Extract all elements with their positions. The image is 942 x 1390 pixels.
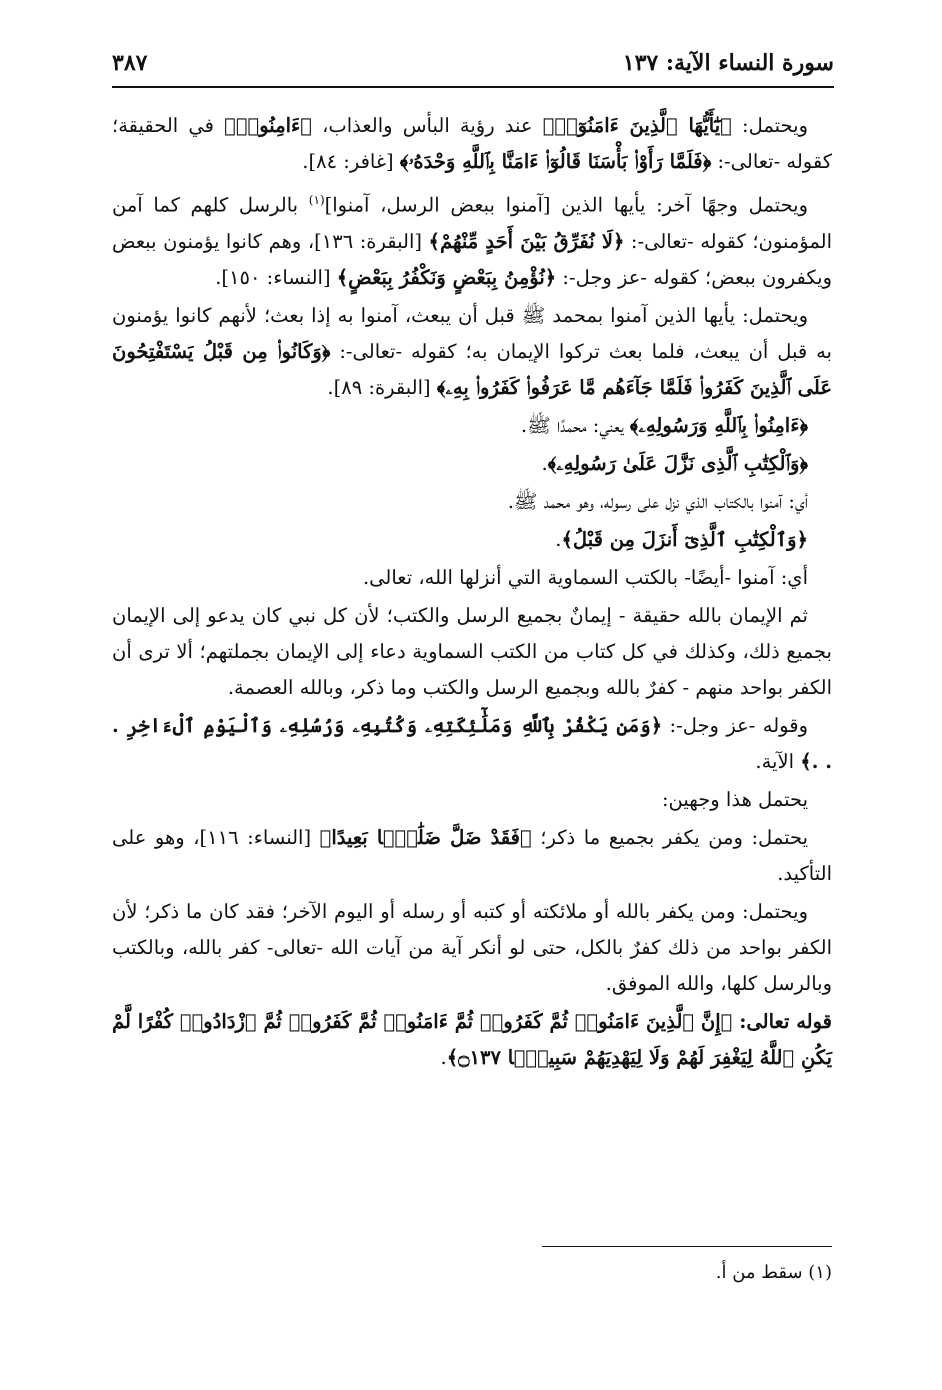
text-run: وقوله -عز وجل-: — [662, 713, 808, 737]
quran-verse: ﴿لَا نُفَرِّقُ بَيْنَ أَحَدٍ مِّنْهُمْ﴾ — [428, 229, 625, 253]
paragraph-p9 — [112, 598, 832, 706]
quran-verse: ﴿نُؤْمِنُ بِبَعْضٍ وَنَكْفُرُ بِبَعْضٍ﴾ — [336, 265, 557, 289]
footnote-separator — [542, 1246, 832, 1247]
paragraph-p13 — [112, 894, 832, 1002]
paragraph-p5 — [112, 446, 832, 482]
paragraph-p12 — [112, 820, 832, 892]
paragraph-p6 — [112, 484, 832, 520]
quran-verse: ﴿فَقَدْ ضَلَّ ضَلَٰلًۢا بَعِيدًا﴾ — [319, 825, 532, 849]
paragraph-p2 — [112, 182, 832, 296]
quran-verse: ﴿ءَامِنُوا۟ بِٱللَّهِ وَرَسُولِهِۦ﴾ — [629, 413, 808, 437]
text-run: الآية. — [755, 749, 801, 773]
text-run: [النساء: ١١٦]، وهو على التأكيد. — [112, 825, 832, 885]
text-run: يحتمل: ومن يكفر بجميع ما ذكر؛ — [531, 825, 808, 849]
quran-verse: ﴿وَٱلْكِتَٰبِ ٱلَّذِىٓ أَنزَلَ مِن قَبْلُ﴾ — [561, 527, 808, 551]
text-run: بالرسل كلهم كما آمن المؤمنون؛ كقوله -تعالى-: — [112, 193, 832, 253]
text-run: يعني: محمدًا ﷺ. — [520, 413, 630, 437]
text-run: . — [541, 451, 548, 475]
running-title: سورة النساء الآية: ١٣٧ — [622, 50, 834, 76]
text-run: أي: آمنوا بالكتاب الذي نزل على رسوله، وهو محمد ﷺ. — [507, 489, 808, 513]
page-header — [112, 46, 834, 88]
page-number: ٣٨٧ — [112, 50, 148, 76]
paragraph-p10 — [112, 708, 832, 780]
paragraph-p11 — [112, 782, 832, 818]
text-run: عند رؤية البأس والعذاب، — [311, 114, 543, 137]
quran-verse: ﴿وَمَن يَكْفُرْ بِٱللَّهِ وَمَلَٰٓئِكَتِهِۦ وَكُتُبِهِۦ وَرُسُلِهِۦ وَٱلْيَوْمِ ٱلْءَاخِرِ . . .﴾ — [112, 713, 832, 773]
quran-verse: ﴿إِنَّ ٱلَّذِينَ ءَامَنُوا۟ ثُمَّ كَفَرُوا۟ ثُمَّ ءَامَنُوا۟ ثُمَّ كَفَرُوا۟ ثُمَّ ٱزْدَادُوا۟ كُفْرًا لَّمْ يَكُنِ ٱللَّهُ لِيَغْفِرَ لَهُمْ وَلَا لِيَهْدِيَهُمْ سَبِيلًۢا ۝١٣٧﴾ — [112, 1009, 832, 1069]
text-run: ويحتمل: ومن يكفر بالله أو ملائكته أو كتبه أو رسله أو اليوم الآخر؛ فقد كان ما ذكر؛ لأن الكفر بواحد من ذلك كفرٌ بالكل، حتى لو أنكر آية من آيات الله -تعالى- كفر بالله، وبالكتب وبالرسل كلها، والله الموفق. — [112, 899, 832, 995]
quran-verse: ﴿فَلَمَّا رَأَوْا۟ بَأْسَنَا قَالُوٓا۟ ءَامَنَّا بِٱللَّهِ وَحْدَهُۥ﴾ — [399, 150, 712, 173]
footnote: (١) سقط من أ. — [715, 1262, 832, 1283]
text-run: ويحتمل: يأيها الذين آمنوا بمحمد ﷺ قبل أن يبعث، آمنوا به إذا بعث؛ لأنهم كانوا يؤمنون به قبل أن يبعث، فلما بعث تركوا الإيمان به؛ كقوله -تعالى-: — [112, 303, 832, 363]
text-run: [النساء: ١٥٠]. — [215, 265, 337, 289]
text-run: [البقرة: ١٣٦]، وهم كانوا يؤمنون ببعض ويكفرون ببعض؛ كقوله -عز وجل-: — [112, 229, 832, 289]
text-run: في الحقيقة؛ كقوله -تعالى-: — [112, 114, 832, 173]
paragraph-p7 — [112, 522, 832, 558]
footnote-ref: (١) — [308, 193, 325, 207]
text-run: ويحتمل: — [731, 114, 808, 137]
paragraph-p4 — [112, 408, 832, 444]
paragraph-p8 — [112, 560, 832, 596]
paragraph-p1 — [112, 108, 832, 180]
text-run: ثم الإيمان بالله حقيقة - إيمانٌ بجميع الرسل والكتب؛ لأن كل نبي كان يدعو إلى الإيمان بجميع ذلك، وكذلك في كل كتاب من الكتب السماوية دعاء إلى الإيمان بجملتهم؛ ألا ترى أن الكفر بواحد منهم - كفرٌ بالله وبجميع الرسل والكتب وما ذكر، وبالله العصمة. — [112, 603, 832, 699]
quran-verse: ﴿ءَامِنُوا۟﴾ — [224, 114, 312, 137]
quran-verse: ﴿يَٰٓأَيُّهَا ٱلَّذِينَ ءَامَنُوٓا۟﴾ — [542, 114, 732, 137]
text-run: يحتمل هذا وجهين: — [661, 787, 808, 811]
quran-verse: ﴿وَٱلْكِتَٰبِ ٱلَّذِى نَزَّلَ عَلَىٰ رَسُولِهِۦ﴾ — [547, 451, 808, 475]
paragraph-p14 — [112, 1004, 832, 1076]
paragraph-p3 — [112, 298, 832, 406]
text-run: ويحتمل وجهًا آخر: يأيها الذين [آمنوا ببعض الرسل، آمنوا] — [324, 193, 808, 217]
text-run: أي: آمنوا -أيضًا- بالكتب السماوية التي أنزلها الله، تعالى. — [362, 565, 808, 589]
text-run: [غافر: ٨٤]. — [302, 150, 400, 173]
page-body — [112, 108, 832, 1078]
quran-verse: ﴿وَكَانُوا۟ مِن قَبْلُ يَسْتَفْتِحُونَ عَلَى ٱلَّذِينَ كَفَرُوا۟ فَلَمَّا جَآءَهُم مَّا عَرَفُوا۟ كَفَرُوا۟ بِهِۦ﴾ — [112, 339, 832, 399]
verse-lead-label: قوله تعالى: — [732, 1009, 832, 1033]
text-run: [البقرة: ٨٩]. — [327, 375, 437, 399]
text-run: . — [555, 527, 562, 551]
text-run: . — [440, 1045, 447, 1069]
